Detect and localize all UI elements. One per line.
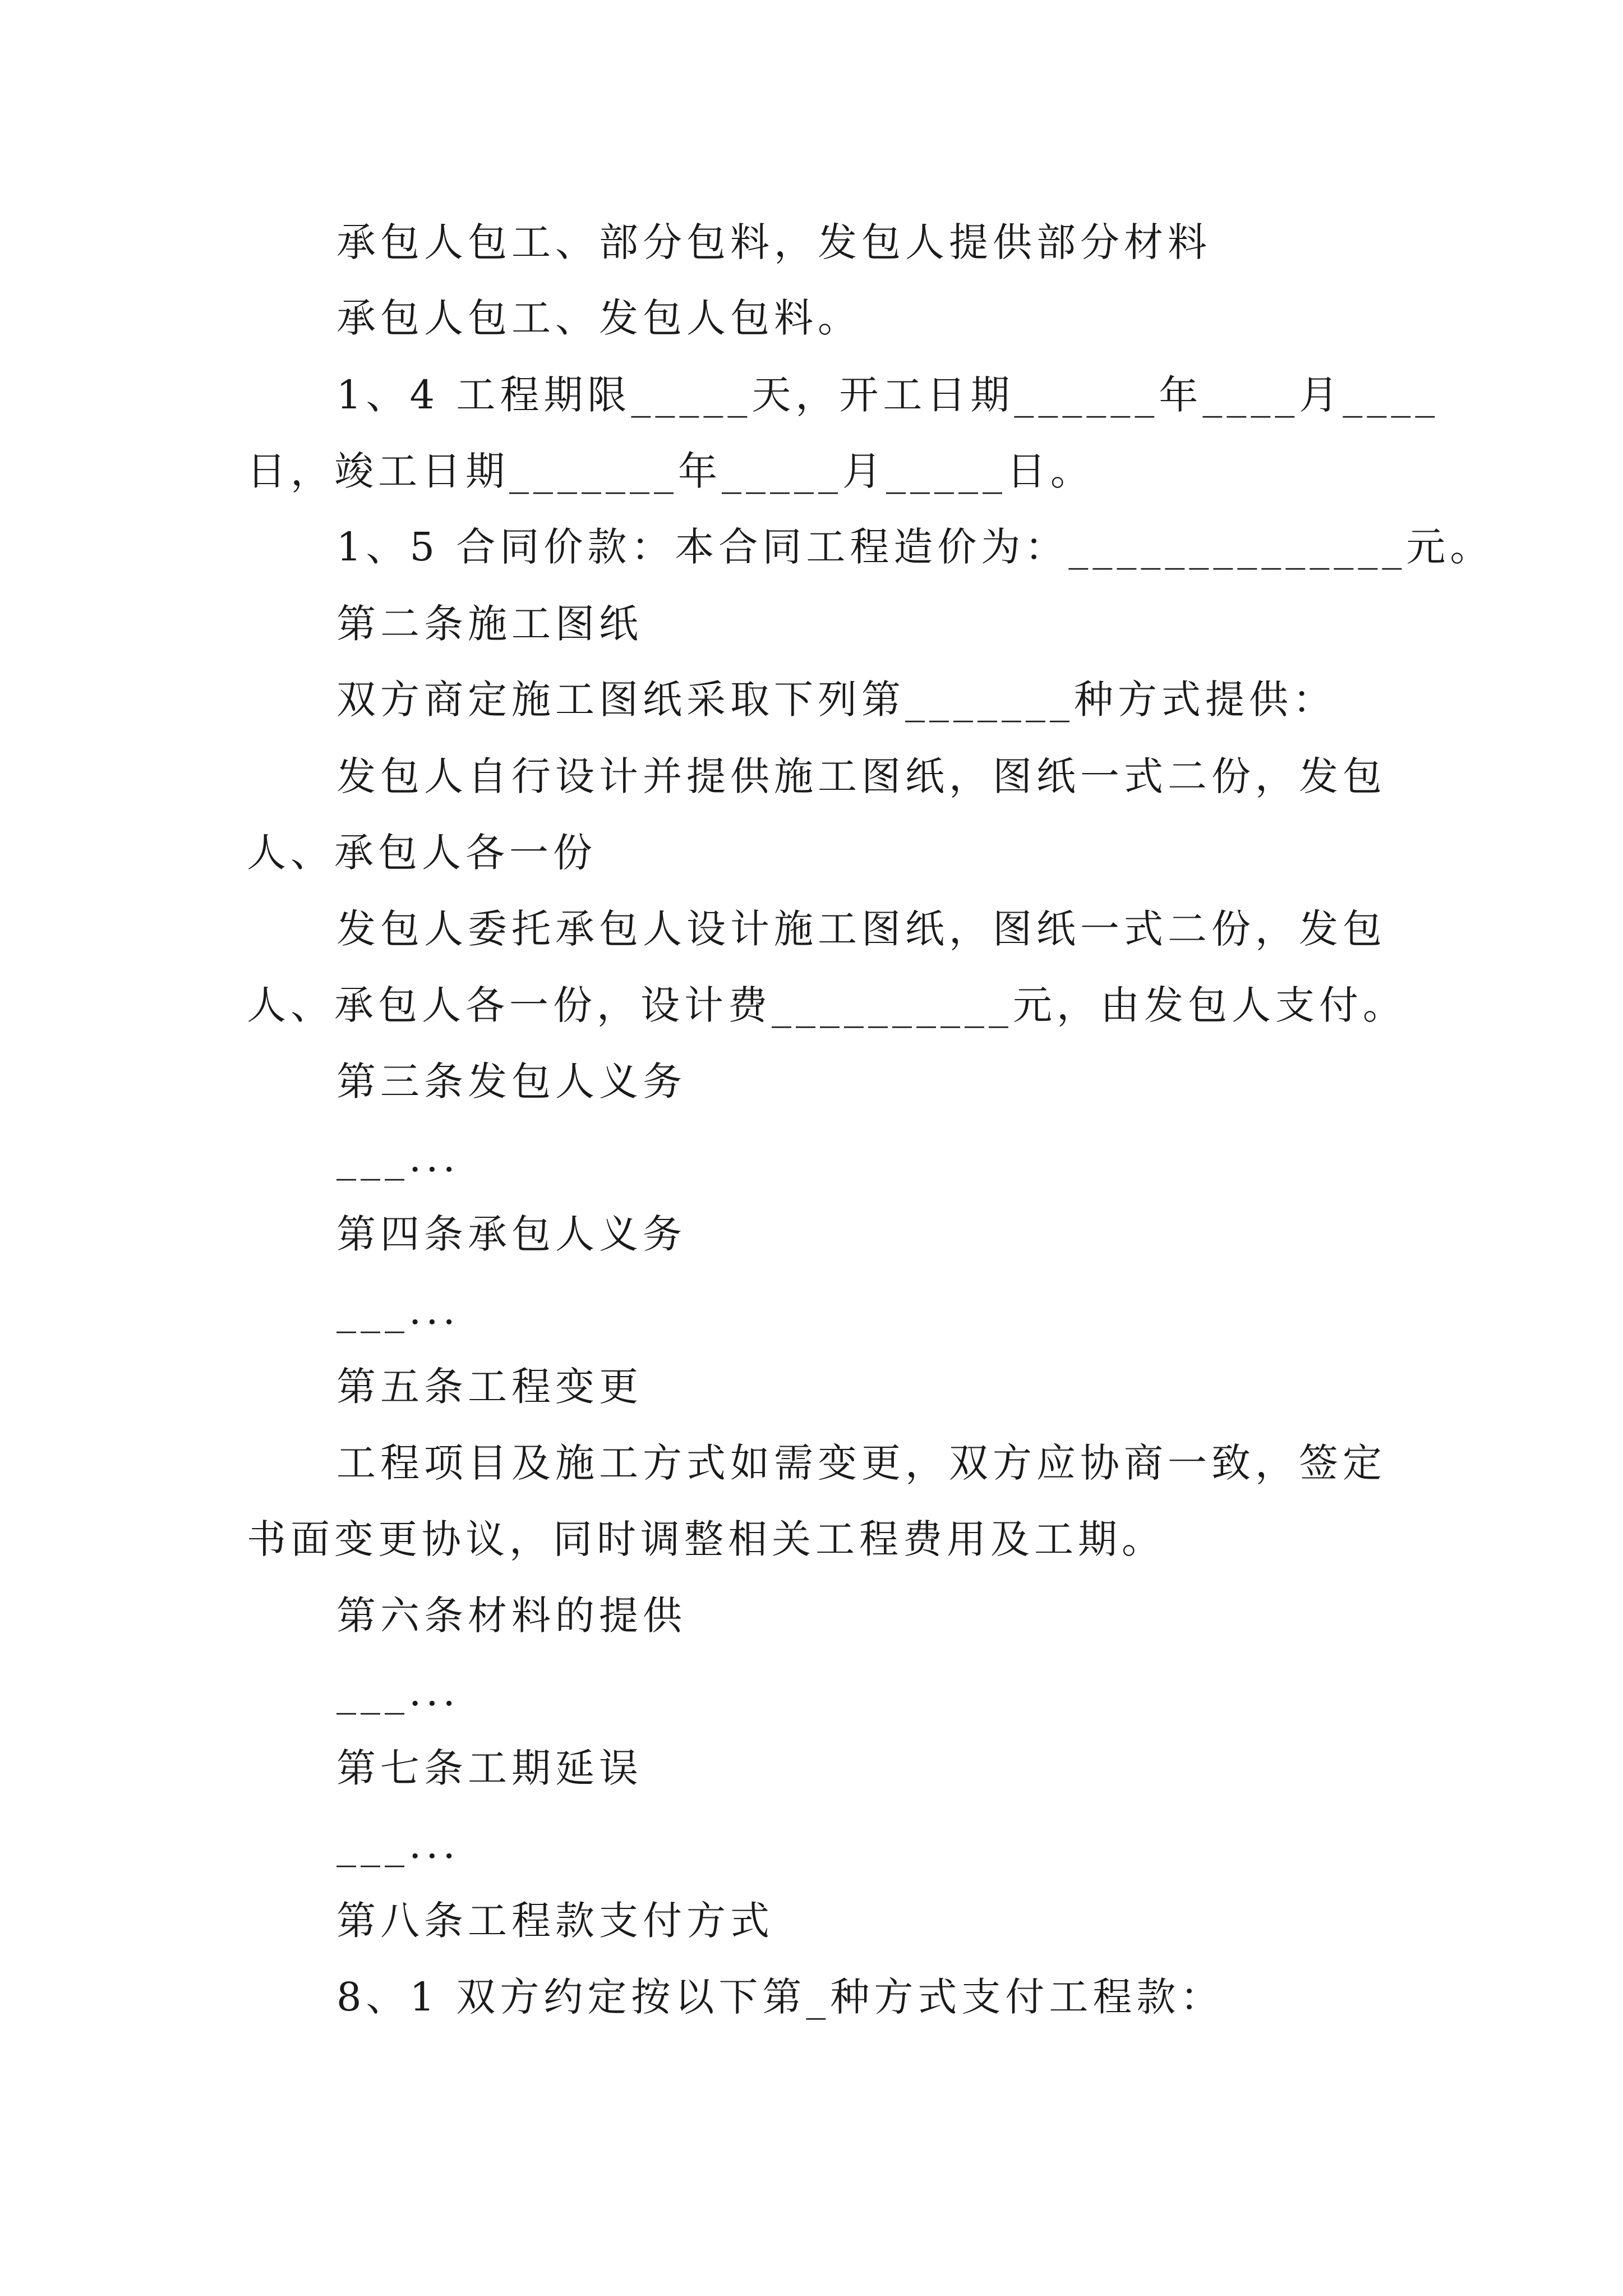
section-heading: 第五条工程变更: [336, 1364, 643, 1410]
section-heading: 第八条工程款支付方式: [336, 1898, 774, 1944]
text-line: ___...: [336, 1669, 460, 1715]
text-line: 承包人包工、部分包料，发包人提供部分材料: [336, 219, 1211, 265]
section-heading: 第七条工期延误: [336, 1745, 643, 1791]
text-line: ___...: [336, 1287, 460, 1333]
text-line: 1、5 合同价款：本合同工程造价为：______________元。: [336, 524, 1494, 570]
text-line: 发包人委托承包人设计施工图纸，图纸一式二份，发包: [336, 906, 1386, 952]
section-heading: 第六条材料的提供: [336, 1593, 686, 1639]
section-heading: 第四条承包人义务: [336, 1211, 686, 1257]
text-line: 8、1 双方约定按以下第_种方式支付工程款：: [336, 1974, 1224, 2020]
section-heading: 第三条发包人义务: [336, 1059, 686, 1105]
text-line: 工程项目及施工方式如需变更，双方应协商一致，签定: [336, 1440, 1386, 1486]
text-line: 发包人自行设计并提供施工图纸，图纸一式二份，发包: [336, 753, 1386, 799]
text-line: 1、4 工程期限_____天，开工日期______年____月____: [336, 372, 1440, 418]
text-line: 人、承包人各一份: [247, 830, 597, 876]
text-line: ___...: [336, 1135, 460, 1181]
text-line: ___...: [336, 1821, 460, 1867]
text-line: 人、承包人各一份，设计费__________元，由发包人支付。: [247, 982, 1407, 1028]
text-line: 日，竣工日期_______年_____月_____日。: [247, 448, 1094, 494]
text-line: 承包人包工、发包人包料。: [336, 295, 861, 341]
text-line: 书面变更协议，同时调整相关工程费用及工期。: [247, 1516, 1165, 1562]
text-line: 双方商定施工图纸采取下列第_______种方式提供：: [336, 677, 1336, 723]
section-heading: 第二条施工图纸: [336, 601, 643, 647]
